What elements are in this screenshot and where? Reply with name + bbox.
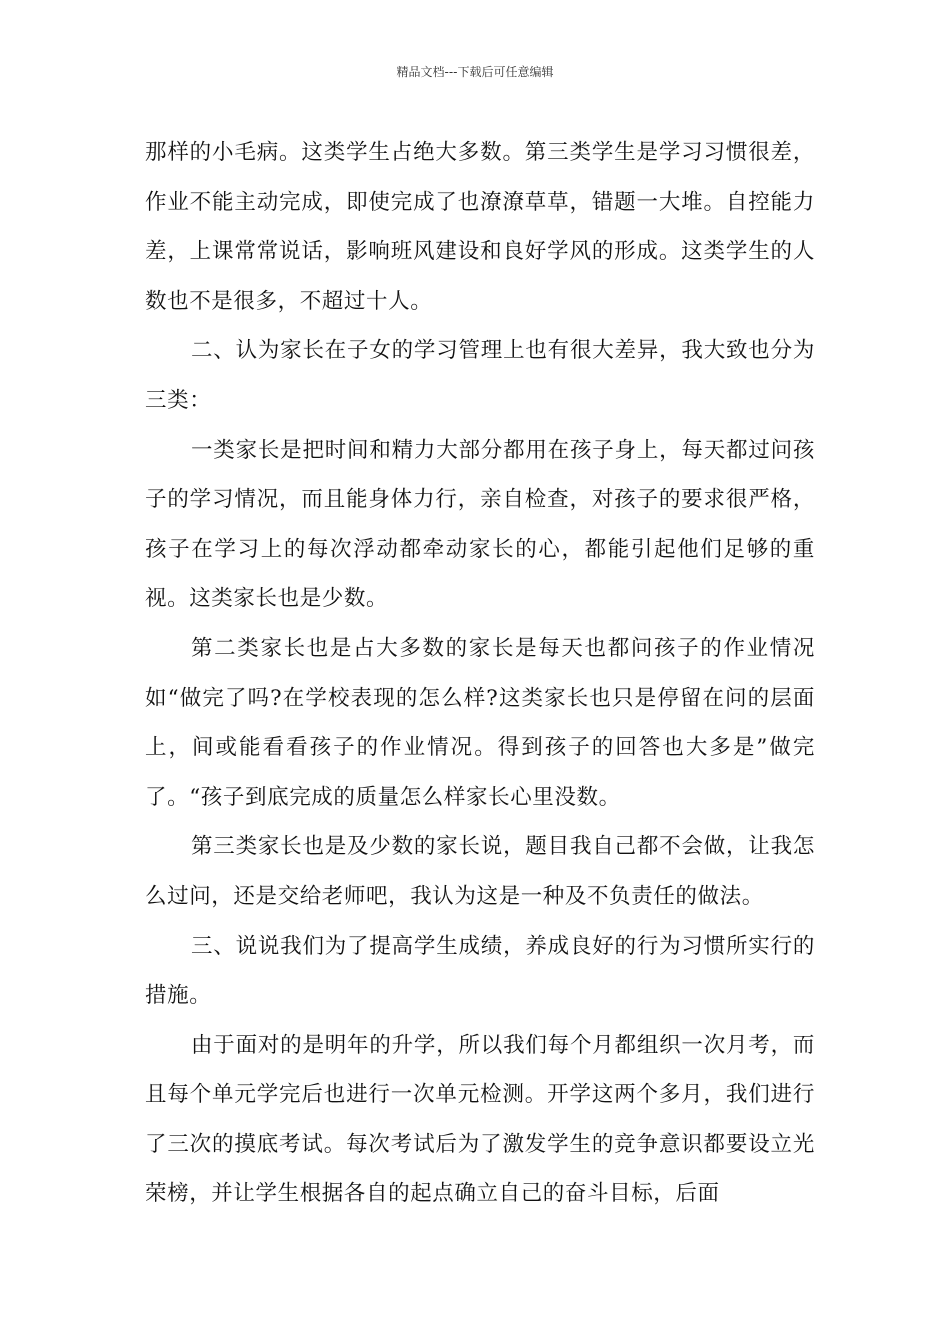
- paragraph: 第三类家长也是及少数的家长说，题目我自己都不会做，让我怎么过问，还是交给老师吧，我认为这是一种及不负责任的做法。: [145, 834, 815, 909]
- page-header: 精品文档---下载后可任意编辑: [396, 65, 554, 79]
- paragraph: 那样的小毛病。这类学生占绝大多数。第三类学生是学习习惯很差，作业不能主动完成，即使完成了也潦潦草草，错题一大堆。自控能力差，上课常常说话，影响班风建设和良好学风的形成。这类学生的人数也不是很多，不超过十人。: [145, 140, 815, 314]
- document-body: [145, 128, 815, 1219]
- paragraph: 由于面对的是明年的升学，所以我们每个月都组织一次月考，而且每个单元学完后也进行一次单元检测。开学这两个多月，我们进行了三次的摸底考试。每次考试后为了激发学生的竞争意识都要设立光荣榜，并让学生根据各自的起点确立自己的奋斗目标，后面: [145, 1032, 815, 1207]
- paragraph: 一类家长是把时间和精力大部分都用在孩子身上，每天都过问孩子的学习情况，而且能身体力行，亲自检查，对孩子的要求很严格，孩子在学习上的每次浮动都牵动家长的心，都能引起他们足够的重视。这类家长也是少数。: [145, 437, 815, 612]
- paragraph: 三、说说我们为了提高学生成绩，养成良好的行为习惯所实行的措施。: [145, 933, 815, 1009]
- paragraph: 二、认为家长在子女的学习管理上也有很大差异，我大致也分为三类：: [145, 338, 815, 413]
- paragraph: 第二类家长也是占大多数的家长是每天也都问孩子的作业情况如“做完了吗?在学校表现的怎么样?这类家长也只是停留在问的层面上，间或能看看孩子的作业情况。得到孩子的回答也大多是”做完了。“孩子到底完成的质量怎么样家长心里没数。: [145, 635, 815, 810]
